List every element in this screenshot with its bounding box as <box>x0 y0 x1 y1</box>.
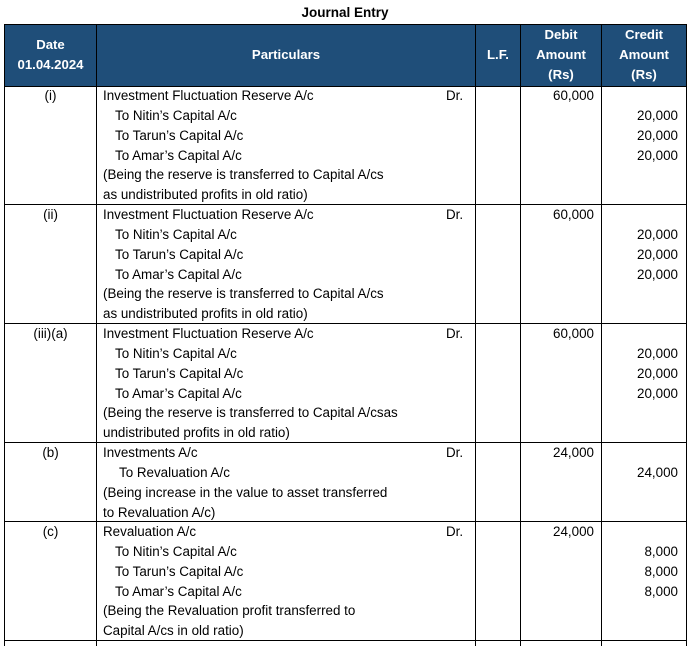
journal-entry <box>5 205 686 324</box>
credit-account: To Tarun’s Capital A/c <box>115 365 244 381</box>
credit-account: To Revaluation A/c <box>119 464 230 480</box>
header-credit-l3: (Rs) <box>631 67 657 82</box>
debit-account: Investments A/c <box>103 445 198 460</box>
narration-line: (Being the reserve is transferred to Capital A/csas <box>103 405 398 421</box>
dr-marker: Dr. <box>446 524 464 539</box>
credit-amount: 8,000 <box>644 583 678 599</box>
debit-account: Investment Fluctuation Reserve A/c <box>103 88 314 103</box>
entry-date: (b) <box>42 445 59 460</box>
debit-amount: 24,000 <box>553 524 594 539</box>
dr-marker: Dr. <box>446 88 464 103</box>
header-lf: L.F. <box>487 47 509 62</box>
header-debit-l1: Debit <box>544 27 578 42</box>
credit-account: To Tarun’s Capital A/c <box>115 563 244 579</box>
narration-line: (Being increase in the value to asset transferred <box>103 484 388 500</box>
debit-amount: 24,000 <box>553 445 594 460</box>
header-credit <box>602 25 686 85</box>
header-debit-l3: (Rs) <box>548 67 574 82</box>
narration-line: to Revaluation A/c) <box>103 504 216 520</box>
credit-amount: 20,000 <box>637 226 678 242</box>
entry-date: (i) <box>44 88 57 103</box>
debit-account: Investment Fluctuation Reserve A/c <box>103 207 314 222</box>
header-particulars: Particulars <box>251 47 321 62</box>
credit-account: To Amar’s Capital A/c <box>115 147 242 163</box>
credit-amount: 8,000 <box>644 543 678 559</box>
header-date <box>5 25 96 85</box>
credit-account: To Amar’s Capital A/c <box>115 266 242 282</box>
credit-amount: 20,000 <box>637 107 678 123</box>
narration-line: (Being the Revaluation profit transferred to <box>103 603 356 619</box>
page-title: Journal Entry <box>301 5 389 20</box>
entry-date: (ii) <box>43 207 58 222</box>
journal-entry <box>5 522 686 641</box>
debit-amount: 60,000 <box>553 326 594 341</box>
journal-entry <box>5 86 686 205</box>
debit-amount: 60,000 <box>553 88 594 103</box>
journal-entry <box>5 443 686 522</box>
credit-account: To Tarun’s Capital A/c <box>115 127 244 143</box>
credit-amount: 8,000 <box>644 563 678 579</box>
dr-marker: Dr. <box>446 326 464 341</box>
header-credit-l1: Credit <box>624 27 664 42</box>
entry-date: (iii)(a) <box>33 326 68 341</box>
credit-account: To Amar’s Capital A/c <box>115 583 242 599</box>
credit-amount: 20,000 <box>637 266 678 282</box>
credit-amount: 20,000 <box>637 385 678 401</box>
table-header <box>5 25 686 87</box>
dr-marker: Dr. <box>446 207 464 222</box>
narration-line: undistributed profits in old ratio) <box>103 425 290 441</box>
credit-account: To Amar’s Capital A/c <box>115 385 242 401</box>
narration-line: Capital A/cs in old ratio) <box>103 623 244 639</box>
narration-line: as undistributed profits in old ratio) <box>103 306 308 322</box>
credit-amount: 24,000 <box>637 464 678 480</box>
header-date-label: Date <box>36 37 65 52</box>
credit-amount: 20,000 <box>637 365 678 381</box>
credit-account: To Nitin’s Capital A/c <box>115 543 237 559</box>
header-debit <box>521 25 601 85</box>
credit-account: To Nitin’s Capital A/c <box>115 226 237 242</box>
narration-line: (Being the reserve is transferred to Capital A/cs <box>103 167 384 183</box>
credit-amount: 20,000 <box>637 345 678 361</box>
credit-amount: 20,000 <box>637 127 678 143</box>
entry-date: (c) <box>42 524 59 539</box>
narration-line: as undistributed profits in old ratio) <box>103 187 308 203</box>
credit-account: To Nitin’s Capital A/c <box>115 345 237 361</box>
header-debit-l2: Amount <box>536 47 586 62</box>
journal-table <box>4 24 687 646</box>
dr-marker: Dr. <box>446 445 464 460</box>
header-credit-l2: Amount <box>619 47 669 62</box>
credit-account: To Nitin’s Capital A/c <box>115 107 237 123</box>
debit-account: Investment Fluctuation Reserve A/c <box>103 326 314 341</box>
journal-entry <box>5 324 686 443</box>
narration-line: (Being the reserve is transferred to Capital A/cs <box>103 286 384 302</box>
credit-amount: 20,000 <box>637 246 678 262</box>
debit-account: Revaluation A/c <box>103 524 197 539</box>
credit-account: To Tarun’s Capital A/c <box>115 246 244 262</box>
credit-amount: 20,000 <box>637 147 678 163</box>
debit-amount: 60,000 <box>553 207 594 222</box>
header-date-value: 01.04.2024 <box>17 57 84 72</box>
